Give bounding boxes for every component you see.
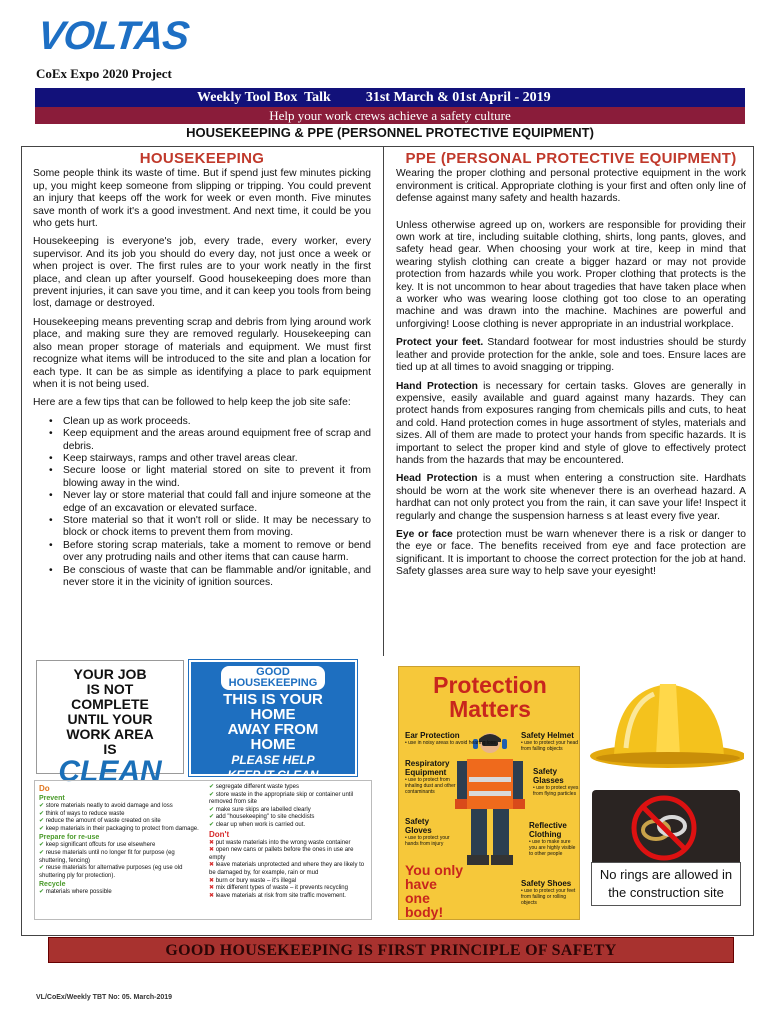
checklist-right — [209, 784, 369, 900]
sign-line: AWAY FROM — [227, 721, 319, 738]
hk-tips-list — [49, 416, 371, 590]
list-item: ✖ open new cans or pallets before the ones in use are empty — [209, 847, 369, 862]
page-subtitle: HOUSEKEEPING & PPE (PERSONNEL PROTECTIVE EQUIPMENT) — [186, 125, 594, 140]
waste-checklist — [34, 780, 372, 920]
list-item: ✔ make sure skips are labelled clearly — [209, 807, 369, 815]
ppe-heading: PPE (PERSONAL PROTECTIVE EQUIPMENT) — [405, 150, 737, 167]
safety-gloves-label — [405, 817, 457, 847]
hand-lead: Hand Protection — [396, 380, 478, 392]
list-item: • Keep equipment and the areas around equipment free of scrap and debris. — [49, 428, 371, 453]
badge-line: GOOD — [256, 666, 290, 678]
label-title: Safety Gloves — [405, 817, 432, 835]
ppe-eye — [396, 529, 746, 579]
label-note: • use to protect your feet from falling or rolling objects — [521, 888, 576, 906]
list-item: • Be conscious of waste that can be flammable and/or ignitable, and never store it in the vicinity of ignition sources. — [49, 565, 371, 590]
dont-heading: Don't — [209, 829, 230, 839]
list-item: ✔ reuse materials until no longer fit for purpose (eg shuttering, fencing) — [39, 850, 199, 865]
feet-lead: Protect your feet. — [396, 337, 484, 349]
respiratory-label — [405, 759, 465, 795]
ear-protection-label — [405, 731, 496, 746]
sign-line: CLEAN — [58, 755, 162, 788]
label-note: • use to protect your hands from injury — [405, 835, 450, 847]
poster-title — [399, 673, 581, 721]
ppe-feet — [396, 337, 746, 374]
project-name: CoEx Expo 2020 Project — [36, 66, 172, 81]
list-item: ✔ segregate different waste types — [209, 784, 369, 792]
hk-paragraph-2: Housekeeping is everyone's job, every trade, every worker, every supervisor. And its job you should do every day, not just once a week or when project is over. The first rules are to your work neatly in the first place, and clean up after yourself. Good housekeeping does more than prevent injuries, it can save you time, and it can keep you tools from being lost, damage or destroyed. — [33, 236, 371, 310]
protection-poster — [398, 666, 580, 920]
list-item: ✔ clear up when work is carried out. — [209, 822, 369, 830]
sign-line: IS — [103, 741, 117, 757]
list-item: ✔ reuse materials for alternative purposes (eg use old shuttering ply for protection). — [39, 865, 199, 880]
ppe-paragraph-1: Wearing the proper clothing and personal protective equipment in the work environment is critical. Appropriate clothing is your first and often only line of defense against many safety and health hazards. — [396, 168, 746, 205]
hk-paragraph-1: Some people think its waste of time. But if spend just few minutes picking up, you might keep someone from slipping or tripping. You could prevent an injury that keeps off the work for week or even month. Five minutes save month of work it's a good investment. And next time, it could be you who gets hurt. — [33, 168, 371, 230]
label-title: Reflective Clothing — [529, 821, 567, 839]
label-title: Ear Protection — [405, 731, 460, 740]
list-item: • Store material so that it won't roll or slide. It may be necessary to block or chock items to prevent them from moving. — [49, 515, 371, 540]
head-text: is a must when entering a construction site. Hardhats should be worn at the work site whenever there is an overhead hazard. A hardhat can not only protect you from the rain, it can save your life! Inspect it regularly and change the suspension harness s at least every five year. — [396, 473, 746, 522]
sign-line: HOME — [250, 736, 296, 753]
eye-text: protection must be warn whenever there is a risk or danger to the eye or face. The benefits received from eye and face protection are significant. It is important to choose the correct protection for the job at hand. Safety glasses area sure way to help save your eyesight! — [396, 528, 747, 578]
clean-work-area-sign — [36, 660, 184, 788]
label-note: • use to protect eyes from flying particles — [533, 785, 579, 797]
ppe-column — [396, 150, 747, 585]
list-item: ✔ think of ways to reduce waste — [39, 811, 199, 819]
list-item: ✔ store waste in the appropriate skip or container until removed from site — [209, 792, 369, 807]
head-lead: Head Protection — [396, 473, 478, 485]
hand-text: is necessary for certain tasks. Gloves are generally in expensive, easily available and guard against many hazards. They can protect hands from exposures ranging from chemicals pills and cuts, to heat and cold. Hand protection comes in huge assortment of styles, materials and sizes. All of them are made to protect your hands from specific hazards. It is important to select the proper kind and style of glove to effectively protect hands from the hazards that may be encountered. — [396, 380, 746, 466]
good-housekeeping-sign — [189, 660, 357, 782]
sign-line: KEEP IT CLEAN — [227, 768, 319, 782]
sign-line: UNTIL YOUR — [67, 711, 153, 727]
reflective-label — [529, 821, 579, 857]
ppe-head — [396, 473, 746, 523]
badge-line: HOUSEKEEPING — [228, 677, 318, 689]
hardhat-icon — [584, 668, 744, 776]
sign-line: WORK AREA — [66, 726, 154, 742]
label-note: • use to protect your head from falling objects — [521, 740, 579, 752]
list-item: ✖ put waste materials into the wrong waste container — [209, 840, 369, 848]
list-item: ✖ burn or bury waste – it's illegal — [209, 878, 369, 886]
feet-text: Standard footwear for most industries should be sturdy leather and provide protection for the ankle, sole and toes. Ensure laces are tied up at all times to avoid snagging or tripping. — [396, 337, 746, 374]
label-note: • use to protect from inhaling dust and other contaminants — [405, 777, 456, 795]
sign-line: YOUR JOB — [73, 666, 147, 682]
label-title: Safety Glasses — [533, 767, 564, 785]
ppe-paragraph-2: Unless otherwise agreed up on, workers are responsible for providing their own work at tire, including suitable clothing, shirts, long pants, gloves, and safety head gear. When choosing your work at tire, keep in mind that wearing stylish clothing can create a bigger hazard or may not provide protection from hazards while you work. Proper clothing that protects is the key. It is not uncommon to hear about tragedies that have taken place when a worker who was wearing loose clothing got too close to an operating machine and was drawn into the machine. Machines are powerful and unforgiving! Loose clothing is never appropriate in an industrial workplace. — [396, 219, 746, 330]
list-item: • Never lay or store material that could fall and injure someone at the edge of an excavation or elevated surface. — [49, 490, 371, 515]
worker-figure-icon — [455, 729, 525, 869]
reuse-heading: Prepare for re-use — [39, 834, 100, 842]
poster-title-line: Matters — [449, 696, 531, 722]
label-title: Safety Helmet — [521, 731, 574, 740]
list-item: ✔ store materials neatly to avoid damage and loss — [39, 803, 199, 811]
no-rings-caption: No rings are allowed in the construction site — [591, 862, 741, 906]
no-rings-icon — [592, 790, 740, 862]
column-divider — [383, 146, 384, 656]
list-item: • Keep stairways, ramps and other travel areas clear. — [49, 453, 371, 465]
document-reference: VL/CoEx/Weekly TBT No: 05. March-2019 — [36, 994, 173, 1001]
list-item: • Before storing scrap materials, take a moment to remove or bend over any protruding nails and other items that can cause harm. — [49, 540, 371, 565]
list-item: ✔ reduce the amount of waste created on site — [39, 818, 199, 826]
poster-tagline: You only have one body! — [405, 862, 464, 920]
checklist-left — [39, 784, 199, 897]
list-item: ✔ materials where possible — [39, 889, 199, 897]
safety-helmet-label — [521, 731, 579, 752]
list-item: ✔ keep significant offcuts for use elsewhere — [39, 842, 199, 850]
hk-paragraph-3: Housekeeping means preventing scrap and debris from lying around work place, and making sure they are removed regularly. Housekeeping can also mean proper storage of materials and equipment. We must first recognize what items will be introduced to the site and plan a location for each type. It can be as simple as identifying a place to park equipment when it is not being used. — [33, 316, 371, 390]
sign-badge — [221, 666, 326, 690]
eye-lead: Eye or face — [396, 528, 453, 540]
safety-glasses-label — [533, 767, 579, 797]
voltas-logo: VOLTAS — [35, 14, 191, 58]
label-note: • use to make sure you are highly visible to other people — [529, 839, 576, 857]
safety-shoes-label — [521, 879, 577, 906]
list-item: ✔ add "housekeeping" to site checklists — [209, 814, 369, 822]
list-item: ✔ keep materials in their packaging to protect from damage. — [39, 826, 199, 834]
do-heading: Do — [39, 784, 50, 793]
sign-line: THIS IS YOUR — [223, 691, 323, 708]
label-title: Safety Shoes — [521, 879, 572, 888]
list-item: ✖ leave materials at risk from site traffic movement. — [209, 893, 369, 901]
hk-paragraph-4: Here are a few tips that can be followed to help keep the job site safe: — [33, 397, 351, 409]
sign-line: COMPLETE — [71, 696, 149, 712]
banner-title: Weekly Tool Box Talk 31st March & 01st April - 2019 — [35, 88, 745, 107]
label-title: Respiratory Equipment — [405, 759, 450, 777]
recycle-heading: Recycle — [39, 881, 66, 889]
banner-tagline: Help your work crews achieve a safety culture — [35, 107, 745, 124]
ppe-hand — [396, 381, 746, 468]
housekeeping-column — [33, 150, 371, 593]
label-note: • use in noisy areas to avoid hearing loss — [405, 740, 496, 746]
list-item: ✖ mix different types of waste – it prevents recycling — [209, 885, 369, 893]
list-item: ✖ leave materials unprotected and where they are likely to be damaged by, for example, rain or mud — [209, 862, 369, 877]
housekeeping-heading: HOUSEKEEPING — [139, 150, 265, 167]
list-item: • Clean up as work proceeds. — [49, 416, 371, 428]
sign-line: HOME — [250, 706, 296, 723]
list-item: • Secure loose or light material stored on site to prevent it from blowing away in the wind. — [49, 465, 371, 490]
prevent-heading: Prevent — [39, 795, 65, 802]
poster-title-line: Protection — [433, 672, 547, 698]
footer-banner: GOOD HOUSEKEEPING IS FIRST PRINCIPLE OF SAFETY — [48, 937, 734, 963]
sign-line: PLEASE HELP — [231, 753, 315, 767]
sign-line: IS NOT — [86, 681, 134, 697]
